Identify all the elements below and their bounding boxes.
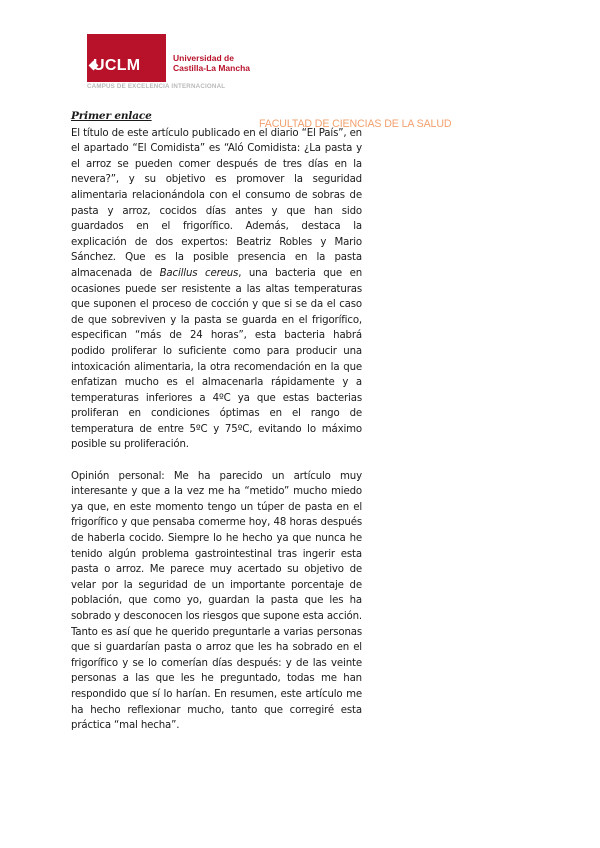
logo-text: UCLM (93, 57, 141, 74)
university-name-line2: Castilla-La Mancha (173, 63, 250, 73)
university-name-line1: Universidad de (173, 53, 234, 63)
university-name (173, 53, 250, 73)
bacteria-name: Bacillus cereus (159, 267, 239, 279)
paragraph-summary-text-2: , una bacteria que en ocasiones puede ser resistente a las altas temperaturas que suponen el proceso de cocción y que si se da el caso de que sobreviven y la pasta se guarda en el frigorífico, especifican “más de 24 horas”, esta bacteria habrá podido proliferar lo suficiente como para producir una intoxicación alimentaria, la otra recomendación en la que enfatizan mucho es el almacenarla rápidamente y a temperaturas inferiores a 4ºC ya que estas bacterias proliferan en condiciones óptimas en el rango de temperatura de entre 5ºC y 75ºC, evitando lo máximo posible su proliferación. (71, 267, 362, 451)
uclm-logo (87, 34, 166, 82)
section-heading: Primer enlace (71, 110, 152, 122)
paragraph-opinion: Opinión personal: Me ha parecido un artículo muy interesante y que a la vez me ha “metido” mucho miedo ya que, en este momento tengo un túper de pasta en el frigorífico y que pensaba comerme hoy, 48 horas después de haberla cocido. Siempre lo he hecho ya que nunca he tenido algún problema gastrointestinal tras ingerir esta pasta o arroz. Me parece muy acertado su objetivo de velar por la seguridad de un importante porcentaje de población, que como yo, guardan la pasta que les ha sobrado y desconocen los riesgos que supone esta acción. Tanto es así que he querido preguntarle a varias personas que si guardarían pasta o arroz que les ha sobrado en el frigorífico y se lo comerían días después: y de las veinte personas a las que les he preguntado, todas me han respondido que sí lo harían. En resumen, este artículo me ha hecho reflexionar mucho, tanto que corregiré esta práctica “mal hecha”. (71, 470, 362, 732)
campus-tagline: CAMPUS DE EXCELENCIA INTERNACIONAL (87, 83, 226, 90)
faculty-title: FACULTAD DE CIENCIAS DE LA SALUD (259, 118, 452, 130)
paragraph-summary-text-1: El título de este artículo publicado en el diario “El País”, en el apartado “El Comidista” es “Aló Comidista: ¿La pasta y el arroz se pueden comer después de tres días en la nevera?”, y su objetivo es promover la seguridad alimentaria relacionándola con el consumo de sobras de pasta y arroz, cocidos días antes y que han sido guardados en el frigorífico. Además, destaca la explicación de dos expertos: Beatriz Robles y Mario Sánchez. Que es la posible presencia en la pasta almacenada de (71, 127, 362, 279)
document-body (71, 109, 362, 734)
paragraph-summary (71, 126, 362, 453)
